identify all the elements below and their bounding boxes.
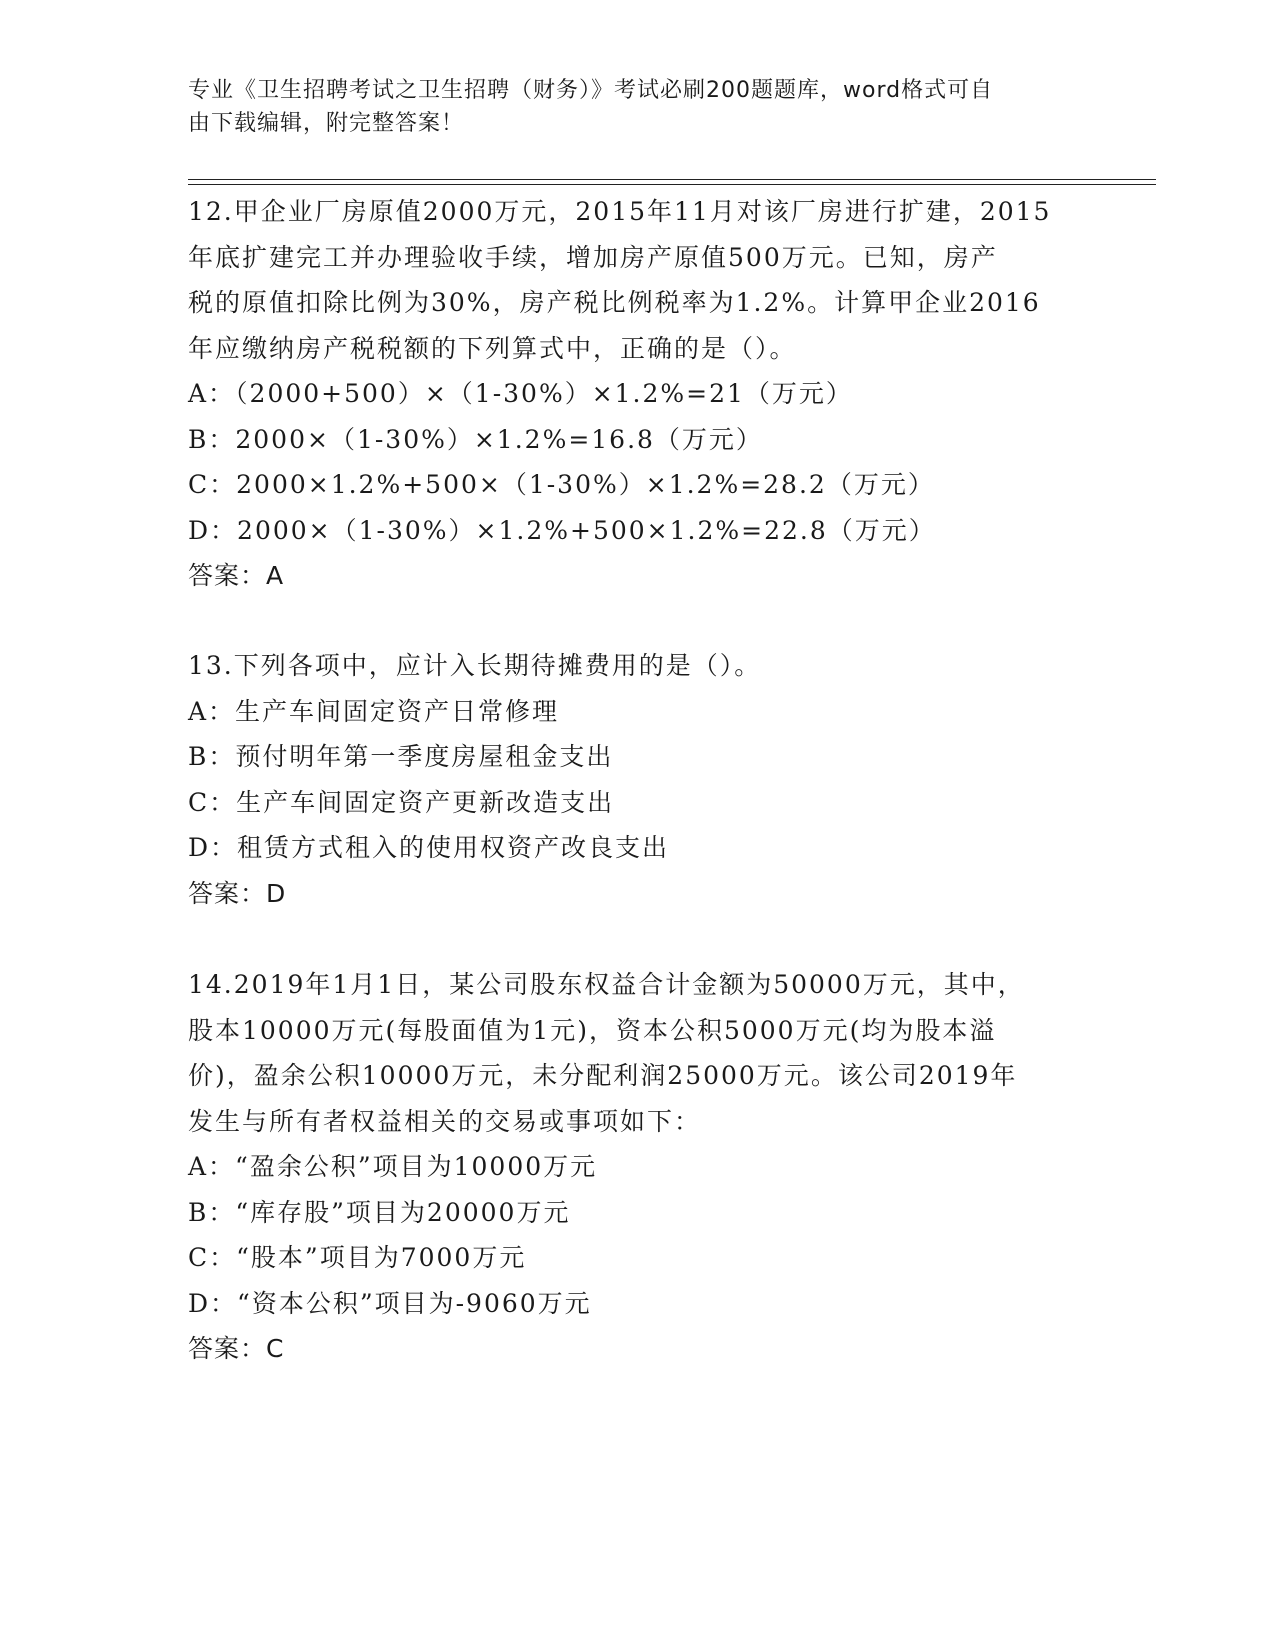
header-divider-top <box>188 179 1156 180</box>
question-14 <box>188 962 1088 1372</box>
option-d: D：租赁方式租入的使用权资产改良支出 <box>188 833 670 862</box>
answer-line: 答案：C <box>188 1334 285 1363</box>
question-12 <box>188 189 1088 599</box>
question-stem-line: 年底扩建完工并办理验收手续，增加房产原值500万元。已知，房产 <box>188 242 998 272</box>
question-stem-line: 税的原值扣除比例为30%，房产税比例税率为1.2%。计算甲企业2016 <box>188 288 1041 317</box>
question-stem-line: 股本10000万元(每股面值为1元)，资本公积5000万元(均为股本溢 <box>188 1015 997 1045</box>
document-header <box>188 74 1088 140</box>
question-stem-line: 12.甲企业厂房原值2000万元，2015年11月对该厂房进行扩建，2015 <box>188 197 1052 226</box>
option-b: B：预付明年第一季度房屋租金支出 <box>188 742 614 771</box>
question-stem-line: 年应缴纳房产税税额的下列算式中，正确的是（）。 <box>188 333 797 363</box>
header-line-1: 专业《卫生招聘考试之卫生招聘（财务）》考试必刷200题题库，word格式可自 <box>188 78 994 103</box>
question-stem-line: 发生与所有者权益相关的交易或事项如下： <box>188 1106 702 1136</box>
header-line-2: 由下载编辑，附完整答案！ <box>188 111 465 136</box>
option-b: B：“库存股”项目为20000万元 <box>188 1197 571 1227</box>
option-a: A：“盈余公积”项目为10000万元 <box>188 1152 598 1181</box>
option-c: C：生产车间固定资产更新改造支出 <box>188 787 615 817</box>
option-c: C：2000×1.2%+500×（1-30%）×1.2%=28.2（万元） <box>188 470 935 499</box>
option-a: A：生产车间固定资产日常修理 <box>188 696 560 726</box>
option-b: B：2000×（1-30%）×1.2%=16.8（万元） <box>188 424 763 454</box>
answer-line: 答案：A <box>188 561 285 590</box>
question-stem-line: 14.2019年1月1日，某公司股东权益合计金额为50000万元，其中， <box>188 970 1025 999</box>
question-stem-line: 13.下列各项中，应计入长期待摊费用的是（）。 <box>188 651 762 680</box>
header-divider-bottom <box>188 184 1156 185</box>
option-c: C：“股本”项目为7000万元 <box>188 1243 527 1272</box>
option-d: D：2000×（1-30%）×1.2%+500×1.2%=22.8（万元） <box>188 515 936 545</box>
option-a: A：（2000+500）×（1-30%）×1.2%=21（万元） <box>188 379 853 408</box>
question-13 <box>188 643 1088 916</box>
answer-line: 答案：D <box>188 878 287 908</box>
option-d: D：“资本公积”项目为-9060万元 <box>188 1288 592 1318</box>
question-stem-line: 价)，盈余公积10000万元，未分配利润25000万元。该公司2019年 <box>188 1061 1018 1090</box>
